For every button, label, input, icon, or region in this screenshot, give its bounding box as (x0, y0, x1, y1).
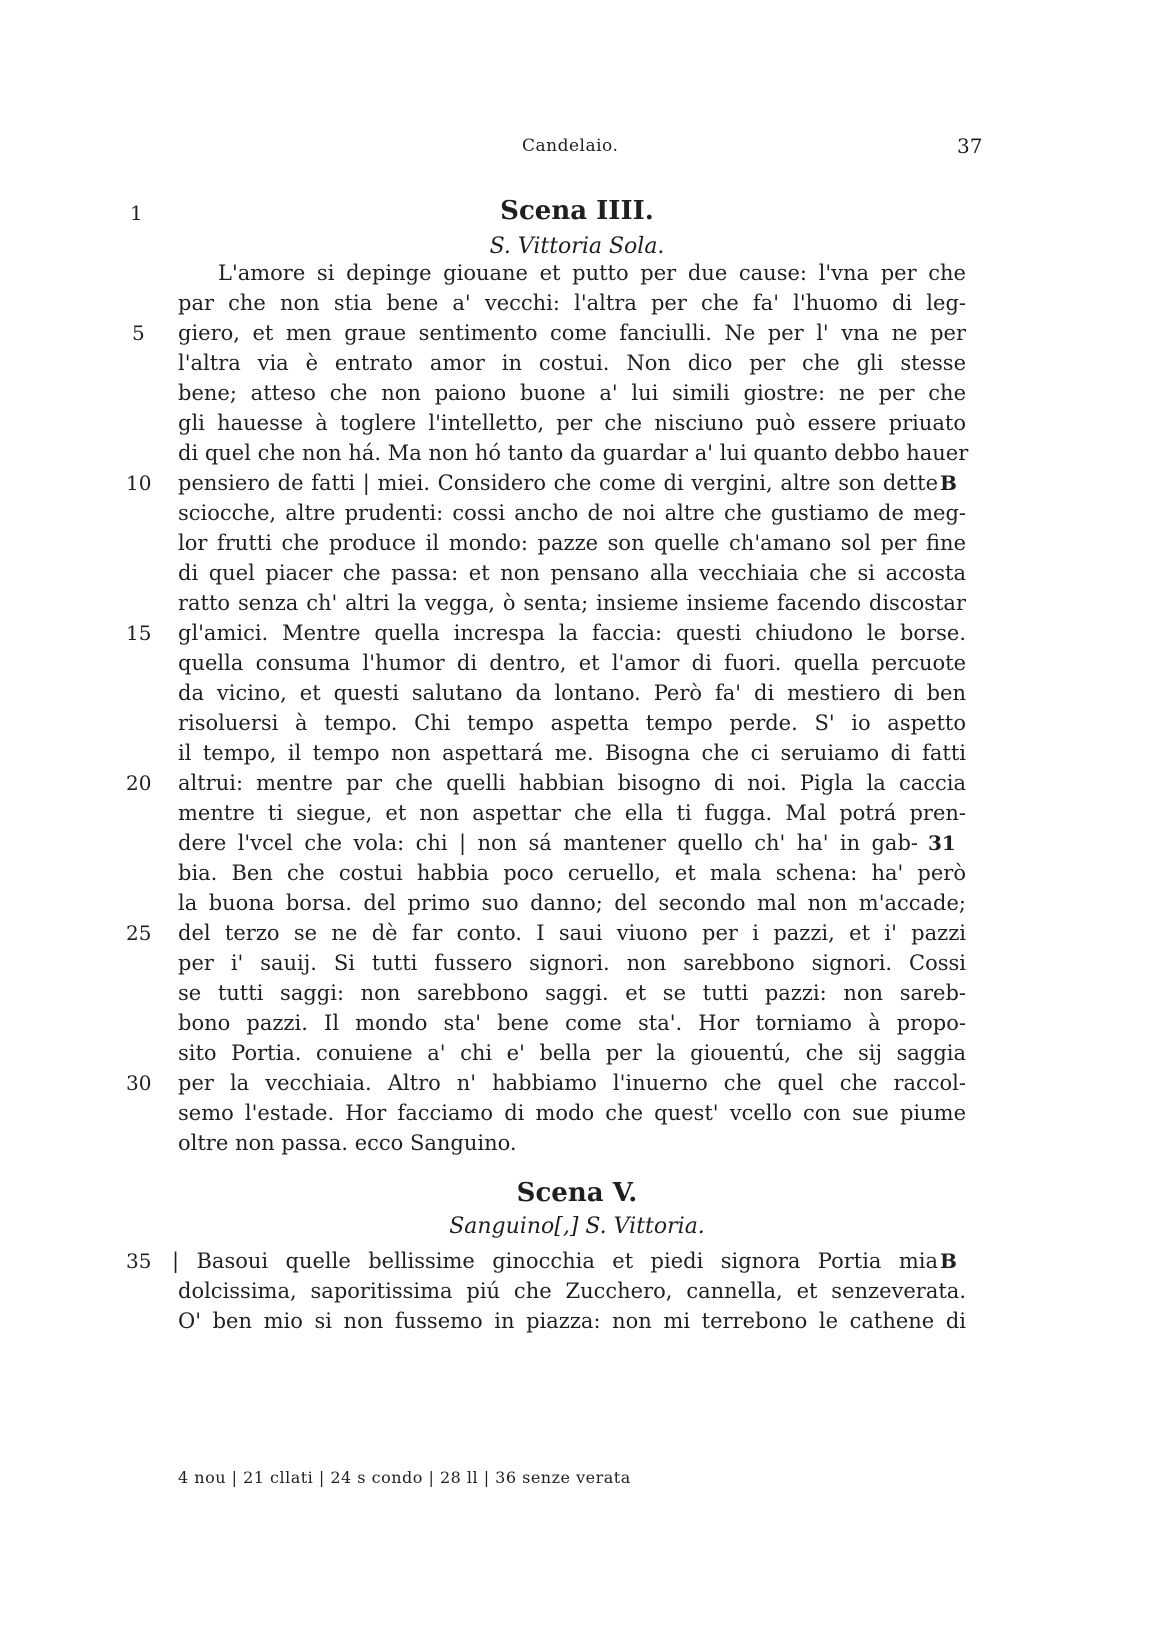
text-line: bono pazzi. Il mondo sta' bene come sta'. Hor torniamo à propo- (178, 1011, 966, 1035)
text-line: giero, et men graue sentimento come fanciulli. Ne per l' vna ne per (178, 321, 966, 345)
text-line: bia. Ben che costui habbia poco ceruello, et mala schena: ha' però (178, 861, 966, 885)
text-line: pensiero de fatti | miei. Considero che come di vergini, altre son dette (178, 471, 938, 495)
text-line: sito Portia. conuiene a' chi e' bella per la giouentú, che sij saggia (178, 1041, 966, 1065)
scene-heading: Scena V. (516, 1178, 638, 1208)
text-line: dolcissima, saporitissima piú che Zucchero, cannella, et senzeverata. (178, 1279, 966, 1303)
text-line: da vicino, et questi salutano da lontano. Però fa' di mestiero di ben (178, 681, 966, 705)
text-line: altrui: mentre par che quelli habbian bisogno di noi. Pigla la caccia (178, 771, 966, 795)
footnote-apparatus: 4 nou | 21 cllati | 24 s condo | 28 ll | 36 senze verata (178, 1468, 631, 1487)
text-line: sciocche, altre prudenti: cossi ancho de noi altre che gustiamo de meg- (178, 501, 966, 525)
text-line: il tempo, il tempo non aspettará me. Bisogna che ci seruiamo di fatti (178, 741, 966, 765)
line-number: 20 (126, 771, 152, 795)
text-line: la buona borsa. del primo suo danno; del secondo mal non m'accade; (178, 891, 966, 915)
text-line: ratto senza ch' altri la vegga, ò senta; insieme insieme facendo discostar (178, 591, 966, 615)
text-line: per i' sauij. Si tutti fussero signori. non sarebbono signori. Cossi (178, 951, 966, 975)
text-line: par che non stia bene a' vecchi: l'altra per che fa' l'huomo di leg- (178, 291, 966, 315)
text-line: se tutti saggi: non sarebbono saggi. et se tutti pazzi: non sareb- (178, 981, 966, 1005)
margin-note: 31 (928, 831, 956, 855)
text-line: gl'amici. Mentre quella increspa la faccia: questi chiudono le borse. (178, 621, 966, 645)
line-number: 1 (130, 201, 143, 225)
text-line: O' ben mio si non fussemo in piazza: non mi terrebono le cathene di (178, 1309, 966, 1333)
text-line: di quel che non há. Ma non hó tanto da guardar a' lui quanto debbo hauer (178, 441, 969, 465)
line-number: 5 (132, 321, 145, 345)
scene-heading: Scena IIII. (500, 196, 654, 226)
running-title: Candelaio. (522, 136, 619, 156)
text-line: L'amore si depinge giouane et putto per due cause: l'vna per che (218, 261, 966, 285)
line-number: 25 (126, 921, 152, 945)
text-line: risoluersi à tempo. Chi tempo aspetta tempo perde. S' io aspetto (178, 711, 966, 735)
text-line: del terzo se ne dè far conto. I saui viuono per i pazzi, et i' pazzi (178, 921, 966, 945)
text-line: gli hauesse à toglere l'intelletto, per che nisciuno può essere priuato (178, 411, 966, 435)
margin-note: B (940, 471, 957, 495)
scene-characters: Sanguino[,] S. Vittoria. (449, 1214, 705, 1239)
scene-characters: S. Vittoria Sola. (489, 234, 665, 259)
line-number: 35 (126, 1249, 152, 1273)
line-number: 15 (126, 621, 152, 645)
running-head (0, 132, 1154, 162)
line-number: 10 (126, 471, 152, 495)
text-line: bene; atteso che non paiono buone a' lui simili giostre: ne per che (178, 381, 966, 405)
text-line: per la vecchiaia. Altro n' habbiamo l'inuerno che quel che raccol- (178, 1071, 966, 1095)
text-line: semo l'estade. Hor facciamo di modo che quest' vcello con sue piume (178, 1101, 966, 1125)
margin-note: B (940, 1249, 957, 1273)
text-line: oltre non passa. ecco Sanguino. (178, 1131, 517, 1155)
text-line: mentre ti siegue, et non aspettar che ella ti fugga. Mal potrá pren- (178, 801, 966, 825)
text-line: di quel piacer che passa: et non pensano alla vecchiaia che si accosta (178, 561, 966, 585)
text-line: l'altra via è entrato amor in costui. Non dico per che gli stesse (178, 351, 966, 375)
page-number: 37 (957, 134, 983, 158)
text-line: | Basoui quelle bellissime ginocchia et piedi signora Portia mia (172, 1249, 938, 1273)
text-line: dere l'vcel che vola: chi | non sá mantener quello ch' ha' in gab- (178, 831, 918, 855)
line-number: 30 (126, 1071, 152, 1095)
text-line: lor frutti che produce il mondo: pazze son quelle ch'amano sol per fine (178, 531, 966, 555)
text-line: quella consuma l'humor di dentro, et l'amor di fuori. quella percuote (178, 651, 966, 675)
